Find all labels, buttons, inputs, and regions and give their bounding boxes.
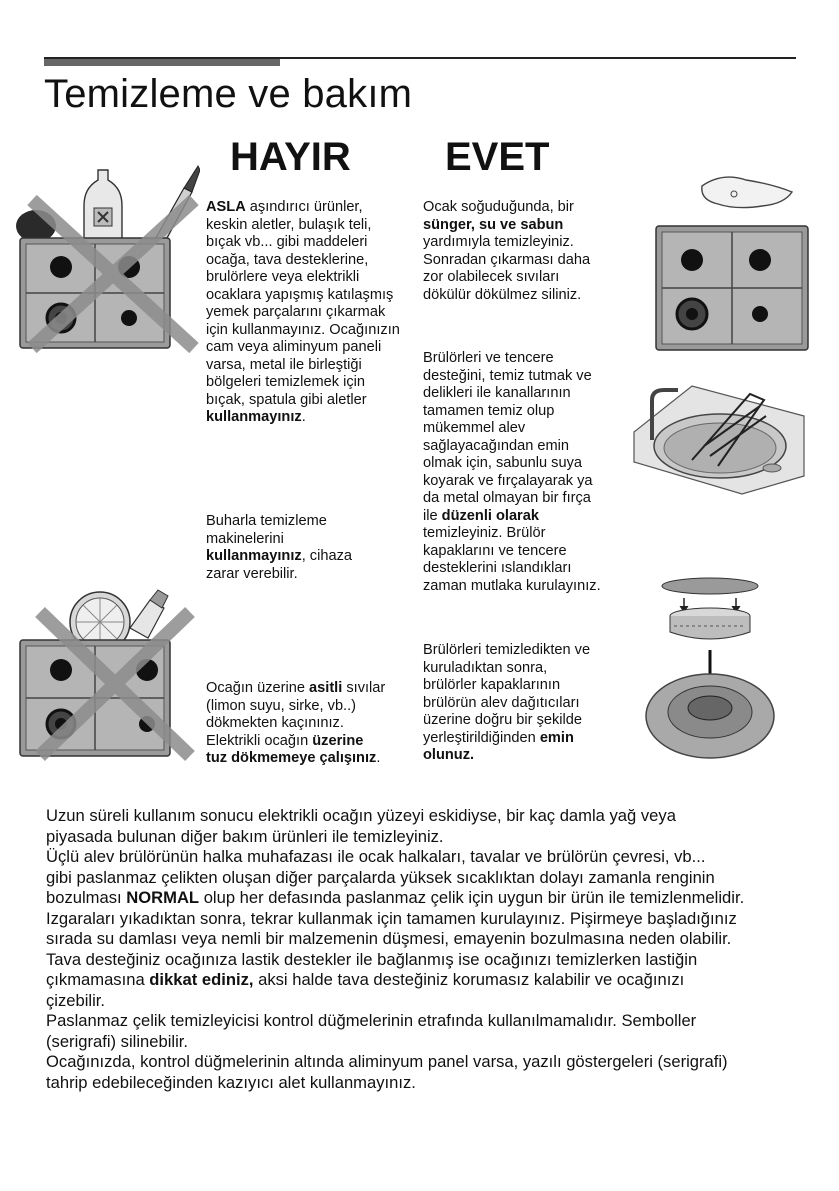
text-line bbox=[423, 642, 590, 660]
text-line bbox=[423, 217, 590, 235]
text-line bbox=[423, 560, 601, 578]
text-line bbox=[206, 733, 385, 751]
bold-text: üzerine bbox=[312, 732, 364, 749]
plain-text: ocağa, tava desteklerine, bbox=[206, 251, 369, 268]
text-line bbox=[46, 909, 816, 930]
plain-text: sırada su damlası veya nemli bir malzemenin düşmesi, emayenin bozulmasına neden olabilir. bbox=[46, 929, 732, 948]
plain-text: çıkmamasına bbox=[46, 970, 150, 989]
header-accent-bar bbox=[44, 59, 280, 66]
text-line bbox=[423, 508, 601, 526]
plain-text: Ocağın üzerine bbox=[206, 680, 310, 696]
bold-text: olunuz. bbox=[423, 747, 475, 763]
bold-text: düzenli olarak bbox=[441, 507, 539, 524]
heading-yes: EVET bbox=[445, 135, 550, 179]
bold-text: ASLA bbox=[206, 199, 246, 215]
plain-text: dökülür dökülmez siliniz. bbox=[423, 286, 582, 303]
plain-text: makinelerini bbox=[206, 530, 284, 547]
plain-text: koyarak ve fırçalayarak ya bbox=[423, 472, 593, 489]
plain-text: kapaklarını ve tencere bbox=[423, 542, 567, 559]
bold-text: asitli bbox=[309, 680, 343, 696]
text-line bbox=[46, 1032, 816, 1053]
text-line bbox=[206, 322, 400, 340]
text-line bbox=[423, 252, 590, 270]
text-line bbox=[423, 368, 601, 386]
text-line bbox=[423, 287, 590, 305]
text-line bbox=[423, 660, 590, 678]
plain-text: Üçlü alev brülörünün halka muhafazası ile ocak halkaları, tavalar ve brülörün çevresi, vb... bbox=[46, 847, 706, 866]
text-line bbox=[46, 1052, 816, 1073]
plain-text: (limon suyu, sirke, vb..) bbox=[206, 697, 357, 714]
text-line bbox=[206, 531, 352, 549]
plain-text: için kullanmayınız. Ocağınızın bbox=[206, 321, 400, 338]
text-line bbox=[46, 806, 816, 827]
text-line bbox=[46, 888, 816, 909]
text-line bbox=[423, 438, 601, 456]
plain-text: olup her defasında paslanmaz çelik için uygun bir ürün ile temizlenmelidir. bbox=[199, 888, 745, 907]
text-line bbox=[423, 350, 601, 368]
plain-text: Uzun süreli kullanım sonucu elektrikli ocağın yüzeyi eskidiyse, bir kaç damla yağ veya bbox=[46, 806, 676, 825]
plain-text: bölgeleri temizlemek için bbox=[206, 374, 365, 390]
text-line bbox=[423, 403, 601, 421]
text-line bbox=[423, 747, 590, 765]
text-line bbox=[46, 847, 816, 868]
plain-text: (serigrafi) silinebilir. bbox=[46, 1031, 189, 1051]
plain-text: üzerine doğru bir şekilde bbox=[423, 712, 582, 728]
plain-text: sıvılar bbox=[342, 680, 386, 696]
text-line bbox=[206, 698, 385, 716]
text-line bbox=[46, 868, 816, 889]
text-line bbox=[46, 1073, 816, 1094]
plain-text: gibi paslanmaz çelikten oluşan diğer parçalarda yüksek sıcaklıktan dolayı zamanla renginin bbox=[46, 867, 715, 887]
text-line bbox=[46, 950, 816, 971]
text-line bbox=[206, 304, 400, 322]
plain-text: Tava desteğiniz ocağınıza lastik destekler ile bağlanmış ise ocağınızı temizlerken lastiğin bbox=[46, 949, 698, 969]
plain-text: mükemmel alev bbox=[423, 420, 526, 436]
plain-text: kuruladıktan sonra, bbox=[423, 659, 548, 676]
text-line bbox=[423, 578, 601, 596]
plain-text: brulörlere veya elektrikli bbox=[206, 269, 360, 285]
bold-text: dikkat ediniz, bbox=[149, 970, 254, 989]
text-line bbox=[206, 374, 400, 392]
bold-text: sünger, su ve sabun bbox=[423, 216, 564, 233]
plain-text: brülörün alev dağıtıcıları bbox=[423, 694, 580, 711]
plain-text: Ocağınızda, kontrol düğmelerinin altında aliminyum panel varsa, yazılı göstergeleri (serigrafi) bbox=[46, 1052, 728, 1071]
no-paragraph-steam bbox=[206, 513, 352, 583]
plain-text: desteklerini ıslandıkları bbox=[423, 560, 572, 576]
text-line bbox=[206, 199, 400, 217]
text-line bbox=[423, 695, 590, 713]
text-line bbox=[423, 455, 601, 473]
hob-abrasives-illustration bbox=[14, 160, 200, 356]
heading-no: HAYIR bbox=[230, 135, 351, 179]
plain-text: keskin aletler, bulaşık teli, bbox=[206, 216, 372, 233]
text-line bbox=[206, 680, 385, 698]
plain-text: olmak için, sabunlu suya bbox=[423, 455, 582, 471]
text-line bbox=[206, 409, 400, 427]
hob-acid-salt-illustration bbox=[14, 582, 200, 762]
text-line bbox=[206, 715, 385, 733]
yes-paragraph-caps bbox=[423, 642, 590, 765]
text-line bbox=[423, 420, 601, 438]
text-line bbox=[206, 339, 400, 357]
plain-text: cam veya aliminyum paneli bbox=[206, 339, 382, 355]
text-line bbox=[206, 566, 352, 584]
plain-text: Elektrikli ocağın bbox=[206, 732, 313, 749]
text-line bbox=[206, 513, 352, 531]
text-line bbox=[46, 929, 816, 950]
plain-text: tahrip edebileceğinden kazıyıcı alet kullanmayınız. bbox=[46, 1072, 416, 1092]
text-line bbox=[423, 385, 601, 403]
plain-text: Izgaraları yıkadıktan sonra, tekrar kullanmak için tamamen kurulayınız. Pişirmeye başladığınız bbox=[46, 908, 737, 928]
plain-text: aşındırıcı ürünler, bbox=[245, 199, 363, 215]
plain-text: yerleştirildiğinden bbox=[423, 729, 540, 746]
text-line bbox=[206, 357, 400, 375]
text-line bbox=[423, 269, 590, 287]
plain-text: ocaklara yapışmış katılaşmış bbox=[206, 286, 394, 303]
plain-text: Paslanmaz çelik temizleyicisi kontrol düğmelerinin etrafında kullanılmamalıdır. Semboller bbox=[46, 1011, 697, 1030]
plain-text: desteğini, temiz tutmak ve bbox=[423, 367, 592, 384]
page-title: Temizleme ve bakım bbox=[44, 72, 413, 116]
plain-text: . bbox=[376, 750, 381, 766]
plain-text: , cihaza bbox=[301, 548, 352, 564]
bold-text: kullanmayınız bbox=[206, 409, 302, 425]
bold-text: kullanmayınız bbox=[206, 548, 302, 564]
bold-text: emin bbox=[539, 729, 574, 746]
plain-text: bıçak, spatula gibi aletler bbox=[206, 391, 367, 408]
plain-text: zaman mutlaka kurulayınız. bbox=[423, 577, 601, 594]
text-line bbox=[46, 1011, 816, 1032]
text-line bbox=[46, 970, 816, 991]
plain-text: sağlayacağından emin bbox=[423, 437, 570, 454]
text-line bbox=[206, 750, 385, 768]
plain-text: delikleri ile kanallarının bbox=[423, 385, 571, 401]
plain-text: bozulması bbox=[46, 888, 127, 907]
text-line bbox=[423, 543, 601, 561]
plain-text: çizebilir. bbox=[46, 990, 106, 1010]
text-line bbox=[423, 490, 601, 508]
plain-text: Brülörleri temizledikten ve bbox=[423, 642, 591, 658]
text-line bbox=[206, 217, 400, 235]
no-paragraph-acid bbox=[206, 680, 385, 768]
burner-cap-illustration bbox=[640, 574, 780, 764]
text-line bbox=[423, 199, 590, 217]
text-line bbox=[46, 827, 816, 848]
text-line bbox=[423, 473, 601, 491]
plain-text: brülörler kapaklarının bbox=[423, 677, 561, 693]
plain-text: Brülörleri ve tencere bbox=[423, 350, 554, 366]
plain-text: yardımıyla temizleyiniz. bbox=[423, 234, 574, 250]
text-line bbox=[206, 287, 400, 305]
bold-text: NORMAL bbox=[126, 888, 200, 907]
plain-text: . bbox=[301, 409, 306, 425]
text-line bbox=[206, 269, 400, 287]
text-line bbox=[423, 234, 590, 252]
maintenance-notes bbox=[46, 806, 816, 1093]
plain-text: aksi halde tava desteğiniz korumasız kalabilir ve ocağınızı bbox=[253, 970, 685, 989]
plain-text: piyasada bulunan diğer bakım ürünleri ile temizleyiniz. bbox=[46, 826, 444, 846]
text-line bbox=[423, 677, 590, 695]
text-line bbox=[206, 252, 400, 270]
plain-text: zor olabilecek sıvıları bbox=[423, 269, 560, 285]
text-line bbox=[423, 730, 590, 748]
plain-text: Ocak soğuduğunda, bir bbox=[423, 199, 574, 215]
plain-text: dökmekten kaçınınız. bbox=[206, 715, 344, 731]
text-line bbox=[206, 392, 400, 410]
text-line bbox=[423, 525, 601, 543]
plain-text: Buharla temizleme bbox=[206, 513, 327, 529]
plain-text: Sonradan çıkarması daha bbox=[423, 251, 591, 268]
plain-text: ile bbox=[423, 507, 442, 524]
text-line bbox=[206, 548, 352, 566]
text-line bbox=[423, 712, 590, 730]
sink-washing-illustration bbox=[632, 376, 807, 496]
plain-text: temizleyiniz. Brülör bbox=[423, 525, 546, 541]
text-line bbox=[46, 991, 816, 1012]
plain-text: varsa, metal ile birleştiği bbox=[206, 356, 362, 373]
plain-text: yemek parçalarını çıkarmak bbox=[206, 304, 386, 320]
yes-paragraph-burners bbox=[423, 350, 601, 595]
bold-text: tuz dökmemeye çalışınız bbox=[206, 750, 377, 766]
hob-sponge-illustration bbox=[650, 168, 815, 358]
plain-text: da metal olmayan bir fırça bbox=[423, 490, 591, 506]
no-paragraph-abrasives bbox=[206, 199, 400, 427]
plain-text: bıçak vb... gibi maddeleri bbox=[206, 234, 368, 250]
text-line bbox=[206, 234, 400, 252]
plain-text: tamamen temiz olup bbox=[423, 402, 555, 419]
plain-text: zarar verebilir. bbox=[206, 565, 298, 582]
yes-paragraph-sponge bbox=[423, 199, 590, 304]
